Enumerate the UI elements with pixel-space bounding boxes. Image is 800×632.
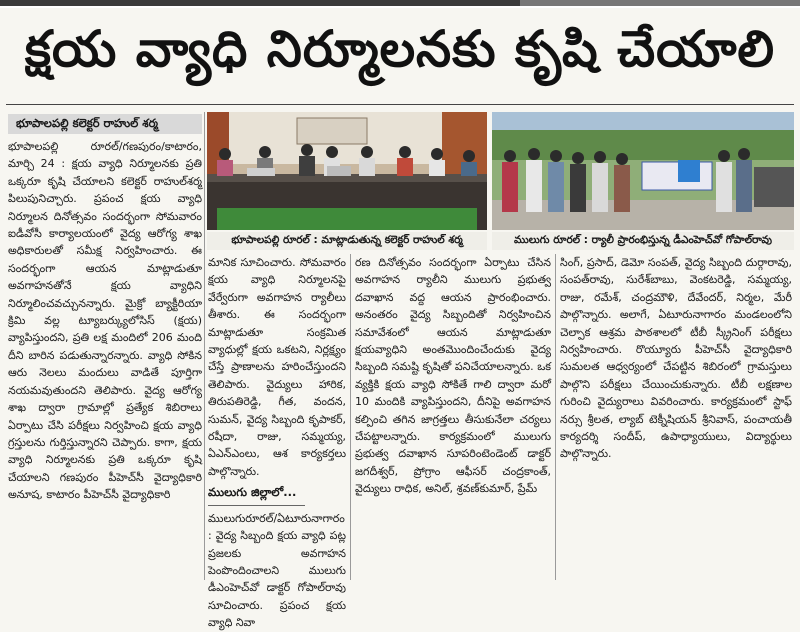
meeting-photo-caption: భూపాలపల్లి రూరల్‌ : మాట్లాడుతున్న కలెక్టర్‌ రాహుల్‌ శర్మ — [207, 232, 487, 250]
rally-photo — [492, 112, 794, 230]
article-column-3 — [355, 254, 551, 580]
article-column-4 — [560, 254, 792, 580]
column-divider — [555, 254, 556, 580]
column-2-text-continued: ములుగురూరల్‌/ఏటూరునాగారం : వైద్య సిబ్బంది క్షయ వ్యాధి పట్ల ప్రజలకు అవగాహన పెంపొందించాలని ములుగు డీఎంహెచ్‌వో డాక్టర్‌ గోపాల్‌రావు సూచించారు. ప్రపంచ క్షయ వ్యాధి నివా — [208, 511, 346, 630]
top-bar-dark-segment — [0, 0, 520, 6]
rally-photo-caption: ములుగు రూరల్‌ : ర్యాలీ ప్రారంభిస్తున్న డీఎంహెచ్‌వో గోపాల్‌రావు — [492, 232, 794, 250]
column-2-text: మానిక సూచించారు. సోమవారం క్షయ వ్యాధి నిర్మూలనపై వేర్వేరుగా అవగాహన ర్యాలీలు తీశారు. ఈ సందర్భంగా మాట్లాడుతూ సంక్రమిత వ్యాధుల్లో క్షయ ఒకటని, నిర్లక్ష్యం చేస్తే ప్రాణాలను హరించేస్తుందని తెలిపారు. వైద్యులు హారిక, తిరుపతిరెడ్డి, గీత, వందన, సుమన్‌, వైద్య సిబ్బంది కృపాకర్‌, రషీదా, రాజు, సమ్మయ్య, ఏఎన్‌ఎంలు, ఆశ కార్యకర్తలు పాల్గొన్నారు. — [208, 256, 346, 478]
byline: భూపాలపల్లి కలెక్టర్‌ రాహుల్‌ శర్మ — [8, 114, 202, 134]
mulugu-subheading: ములుగు జిల్లాలో... — [208, 485, 297, 500]
column-divider — [350, 254, 351, 580]
headline: క్షయ వ్యాధి నిర్మూలనకు కృషి చేయాలి — [24, 19, 776, 78]
column-3-text: రణ దినోత్సవం సందర్భంగా ఏర్పాటు చేసిన అవగాహన ర్యాలీని ములుగు ప్రభుత్వ దవాఖాన వద్ద ఆయన ప్రారంభించారు. అనంతరం వైద్య సిబ్బందితో నిర్వహించిన సమావేశంలో ఆయన మాట్లాడుతూ క్షయవ్యాధిని అంతమొందించేందుకు వైద్య సిబ్బంది సమష్టి కృషితో పనిచేయాలన్నారు. ఒక వ్యక్తికి క్షయ వ్యాధి సోకితే గాలి ద్వారా మరో 10 మందికి వ్యాపిస్తుందని, దీనిపై అవగాహన కల్పించి తగిన జాగ్రత్తలు తీసుకునేలా చర్యలు చేపట్టాలన్నారు. కార్యక్రమంలో ములుగు ప్రభుత్వ దవాఖాన సూపరింటెండెంట్‌ డాక్టర్‌ జగదీశ్వర్‌, ప్రోగ్రాం ఆఫీసర్‌ చంద్రకాంత్‌, వైద్యులు రాధిక, అనిల్‌, శ్రవణ్‌కుమార్‌, ప్రేమ్‌ — [355, 256, 551, 496]
article-column-1 — [8, 138, 202, 578]
top-bar-gray-segment — [520, 0, 800, 6]
meeting-photo — [207, 112, 487, 230]
headline-rule — [6, 104, 794, 105]
subheading-underline — [208, 505, 305, 506]
meeting-photo-drawing — [207, 112, 487, 230]
column-divider — [204, 112, 205, 580]
column-4-text: సింగ్‌, ప్రసాద్‌, డెమో సంపత్‌, వైద్య సిబ్బంది దుర్గారావు, సంపత్‌రావు, సురేశ్‌బాబు, వెంకటరెడ్డి, సమ్మయ్య, రాజు, రమేశ్‌, చంద్రమౌళి, దేవేందర్‌, నిర్మల, మేరీ పాల్గొన్నారు. అలాగే, ఏటూరునాగారం మండలంలోని చెల్పాక ఆశ్రమ పాఠశాలలో టీబీ స్క్రీనింగ్‌ పరీక్షలు నిర్వహించారు. రొయ్యూరు పీహెచ్‌సీ వైద్యాధికారి సుమలత ఆధ్వర్యంలో చేపట్టిన శిబిరంలో గ్రామస్తులు పాల్గొని పరీక్షలు చేయించుకున్నారు. టీబీ లక్షణాల గురించి వైద్యురాలు వివరించారు. కార్యక్రమంలో స్టాఫ్‌ నర్సు శ్రీలత, ల్యాబ్‌ టెక్నీషియన్‌ శ్రీనివాస్‌, పంచాయతీ కార్యదర్శి సందీప్‌, ఉపాధ్యాయులు, విద్యార్థులు పాల్గొన్నారు. — [560, 256, 792, 461]
page-top-bar — [0, 0, 800, 8]
column-1-text: భూపాలపల్లి రూరల్‌/గణపురం/కాటారం, మార్చి 24 : క్షయ వ్యాధి నిర్మూలనకు ప్రతి ఒక్కరూ కృషి చేయాలని కలెక్టర్‌ రాహుల్‌శర్మ పిలుపునిచ్చారు. ప్రపంచ క్షయ వ్యాధి నిర్మూలన దినోత్సవం సందర్భంగా సోమవారం ఐడీవోసీ కార్యాలయంలో వైద్య ఆరోగ్య శాఖ అధికారులతో సమీక్ష నిర్వహించారు. ఈ సందర్భంగా ఆయన మాట్లాడుతూ అవగాహనతోనే క్షయ వ్యాధిని నిర్మూలించవచ్చునన్నారు. మైక్రో బ్యాక్టీరియా క్రిమి వల్ల ట్యూబర్క్యులోసిస్‌ (క్షయ) వ్యాపిస్తుందని, ప్రతి లక్ష మందిలో 206 మంది దీని బారిన పడుతున్నారన్నారు. వ్యాధి సోకిన ఆరు నెలలు మందులు వాడితే పూర్తిగా నయమవుతుందని తెలిపారు. వైద్య ఆరోగ్య శాఖ ద్వారా గ్రామాల్లో ప్రత్యేక శిబిరాలు ఏర్పాటు చేసి పరీక్షలు నిర్వహించి క్షయ వ్యాధి గ్రస్తులను గుర్తిస్తున్నారని చెప్పారు. కాగా, క్షయ వ్యాధి నిర్మూలనకు ప్రతి ఒక్కరూ కృషి చేయాలని గణపురం పీహెచ్‌సీ వైద్యాధికారి అనూష, కాటారం పీహెచ్‌సీ వైద్యాధికారి — [8, 140, 202, 502]
rally-photo-drawing — [492, 112, 794, 230]
article-column-2 — [208, 254, 346, 630]
